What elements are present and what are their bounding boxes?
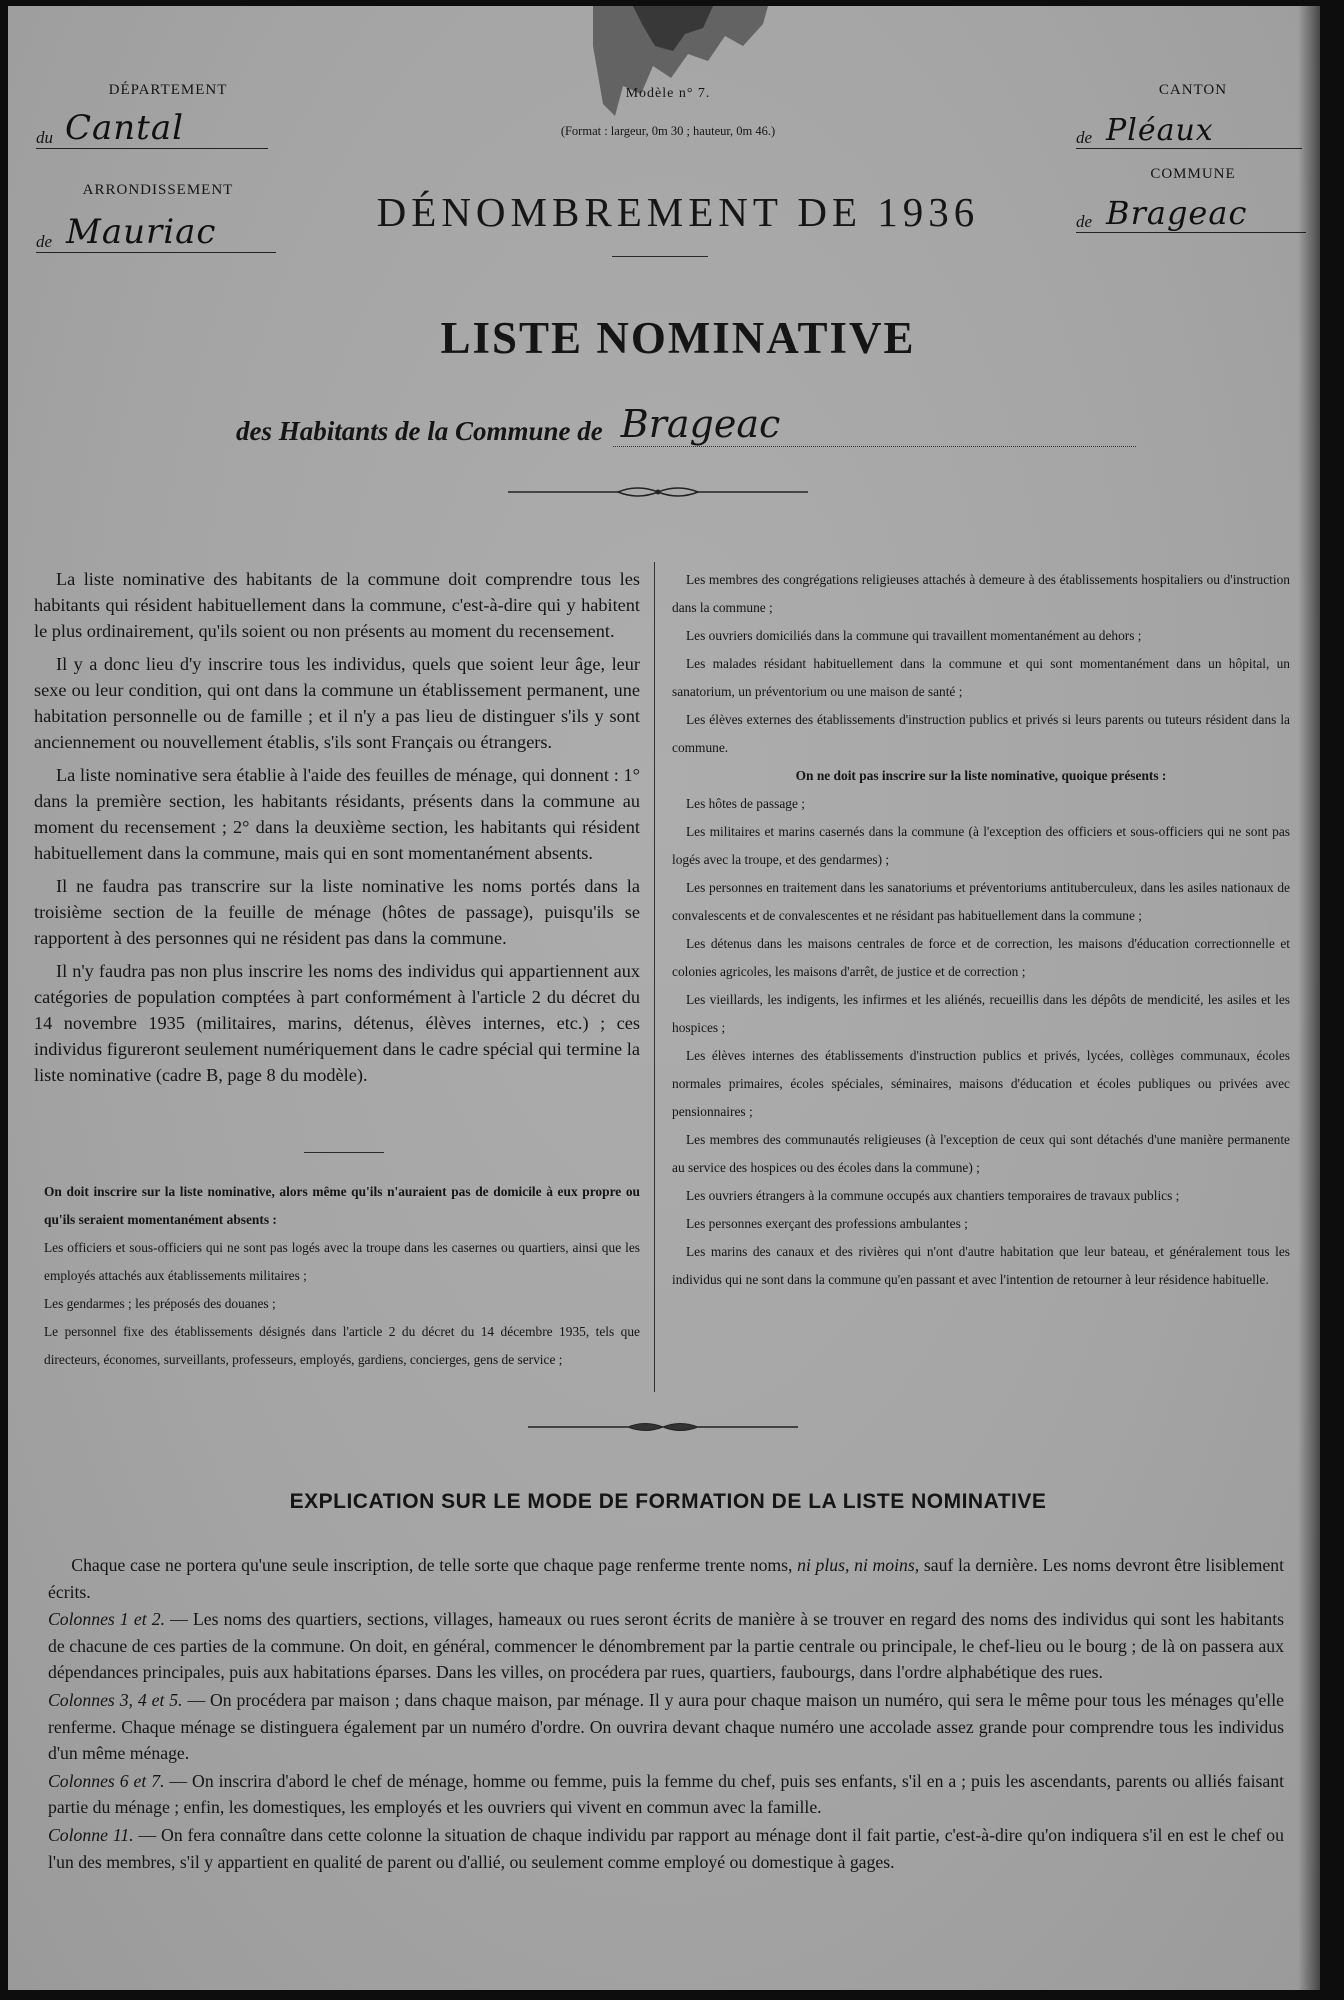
explication-title: EXPLICATION SUR LE MODE DE FORMATION DE LA LISTE NOMINATIVE: [289, 1490, 1047, 1513]
torn-paper-mark: [593, 6, 768, 136]
commune-field: [1076, 186, 1306, 233]
right-item: Les vieillards, les indigents, les infirmes et les aliénés, recueillis dans les dépôts de mendicité, les asiles et les hospices ;: [672, 992, 1290, 1035]
canton-field: [1076, 102, 1302, 149]
column-divider: [654, 562, 655, 1392]
canton-prefix: de: [1076, 128, 1093, 147]
document-page: [8, 6, 1320, 1990]
subtitle-text: des Habitants de la Commune de: [236, 416, 603, 446]
explication-paragraph: [48, 1687, 1284, 1767]
intro-emphasis: ni plus, ni moins,: [797, 1555, 920, 1575]
inscrire-item: Les gendarmes ; les préposés des douanes ;: [44, 1296, 276, 1311]
left-lower-text: [44, 1178, 640, 1374]
left-paragraph: Il ne faudra pas transcrire sur la liste nominative les noms portés dans la troisième section de la feuille de ménage (hôtes de passage), puisqu'ils se rapportent à des personnes qui ne résident pas dans la commune.: [34, 876, 640, 948]
liste-nominative-title: LISTE NOMINATIVE: [440, 313, 916, 363]
column-label: Colonne 11.: [48, 1824, 134, 1845]
arrondissement-label: ARRONDISSEMENT: [82, 182, 234, 198]
explication-paragraph: [48, 1768, 1284, 1821]
inscrire-heading: On doit inscrire sur la liste nominative, alors même qu'ils n'auraient pas de domicile à eux propre ou qu'ils seraient momentanément absents :: [44, 1184, 640, 1227]
canton-value: Pléaux: [1106, 113, 1214, 148]
right-item: Les détenus dans les maisons centrales de force et de correction, les maisons d'éducation correctionnelle et colonies agricoles, les maisons d'arrêt, de justice et de correction ;: [672, 936, 1290, 979]
paragraph-text: — On fera connaître dans cette colonne la situation de chaque individu par rapport au ménage dont il fait partie, c'est-à-dire qu'on indiquera s'il en est le chef ou l'un des membres, s'il y appartient en qualité de parent ou d'allié, ou seulement comme employé ou domestique à gages.: [48, 1824, 1284, 1872]
column-label: Colonnes 6 et 7.: [48, 1770, 165, 1791]
column-label: Colonnes 3, 4 et 5.: [48, 1689, 183, 1710]
explication-text: [48, 1552, 1284, 1876]
page-edge-shadow: [1298, 6, 1320, 1990]
ornament-divider-top: [508, 484, 808, 500]
canton-label: CANTON: [1158, 82, 1228, 98]
left-paragraph: La liste nominative sera établie à l'aide des feuilles de ménage, qui donnent : 1° dans la première section, les habitants résidants, présents dans la commune au moment du recensement ; 2° dans la deuxième section, les habitants qui résident habituellement dans la commune, mais qui en sont momentanément absents.: [34, 765, 640, 863]
document-title: DÉNOMBREMENT DE 1936: [376, 189, 980, 235]
intro-part: sauf la dernière. Les noms devront être lisiblement écrits.: [48, 1555, 1285, 1602]
left-paragraph: Il n'y faudra pas non plus inscrire les noms des individus qui appartiennent aux catégories de population comptées à part conformément à l'article 2 du décret du 14 novembre 1935 (militaires, marins, détenus, élèves internes, etc.) ; ces individus figureront seulement numériquement dans le cadre spécial qui termine la liste nominative (cadre B, page 8 du modèle).: [34, 961, 640, 1085]
format-note: (Format : largeur, 0m 30 ; hauteur, 0m 46.): [560, 124, 776, 138]
arrondissement-prefix: de: [36, 232, 53, 251]
arrondissement-field: [36, 202, 276, 253]
column-label: Colonnes 1 et 2.: [48, 1609, 166, 1630]
right-item: Les marins des canaux et des rivières qui n'ont d'autre habitation que leur bateau, et généralement tous les individus qui ne sont dans la commune qu'en passant et avec l'intention de retourner à leur résidence habituelle.: [672, 1244, 1290, 1287]
right-item: Les élèves internes des établissements d'instruction publics et privés, lycées, collèges communaux, écoles normales primaires, écoles spéciales, séminaires, maisons d'éducation et écoles publiques ou privées avec pensionnaires ;: [672, 1048, 1290, 1119]
paragraph-text: — On procédera par maison ; dans chaque maison, par ménage. Il y aura pour chaque maison un numéro, qui sera le même pour tous les ménages qu'elle renferme. Chaque ménage se distinguera également par un numéro d'ordre. On ouvrira devant chaque numéro une accolade assez grande pour comprendre tous les individus d'un même ménage.: [48, 1689, 1284, 1764]
right-item: Les militaires et marins casernés dans la commune (à l'exception des officiers et sous-officiers qui ne sont pas logés avec la troupe, et des gendarmes) ;: [672, 824, 1290, 867]
modele-number: Modèle n° 7.: [625, 86, 711, 101]
intro-part: Chaque case ne portera qu'une seule inscription, de telle sorte que chaque page renferme trente noms,: [71, 1555, 793, 1575]
ornament-divider-bottom: [528, 1420, 798, 1434]
paragraph-text: — Les noms des quartiers, sections, villages, hameaux ou rues seront écrits de manière à se trouver en regard des noms des individus qui sont les habitants de chacune de ces parties de la commune. On doit, en général, commencer le dénombrement par la partie centrale ou principale, le chef-lieu ou le bourg ; de là on passera aux dépendances principales, puis aux habitations éparses. Dans les villes, on procédera par rues, quartiers, faubourgs, dans l'ordre alphabétique des rues.: [48, 1609, 1284, 1683]
right-item: Les membres des communautés religieuses (à l'exception de ceux qui sont détachés d'une manière permanente au service des hospices ou des écoles dans la commune) ;: [672, 1132, 1290, 1175]
departement-value: Cantal: [65, 108, 184, 148]
paragraph-text: — On inscrira d'abord le chef de ménage, homme ou femme, puis la femme du chef, puis ses enfants, s'il en a ; puis les ascendants, parents ou alliés faisant partie du ménage ; enfin, les domestiques, les employés et les ouvriers qui vivent en commun avec la famille.: [48, 1770, 1284, 1818]
left-paragraph: La liste nominative des habitants de la commune doit comprendre tous les habitants qui résident habituellement dans la commune, c'est-à-dire qui y habitent le plus ordinairement, qu'ils soient ou non présents au moment du recensement.: [34, 569, 640, 641]
right-column-text: [672, 566, 1290, 1294]
explication-paragraph: [48, 1822, 1284, 1875]
arrondissement-value: Mauriac: [66, 212, 217, 252]
left-column-text: [34, 566, 640, 1095]
commune-value: Brageac: [1106, 194, 1248, 232]
left-paragraph: Il y a donc lieu d'y inscrire tous les individus, quels que soient leur âge, leur sexe ou leur condition, qui ont dans la commune un établissement permanent, une habitation personnelle ou de famille ; et il n'y a pas lieu de distinguer s'ils y sont anciennement ou nouvellement établis, s'ils sont Français ou étrangers.: [34, 654, 640, 752]
right-item: Les personnes exerçant des professions ambulantes ;: [686, 1216, 968, 1231]
explication-paragraph: [48, 1606, 1284, 1686]
right-item: Les ouvriers domiciliés dans la commune qui travaillent momentanément au dehors ;: [686, 628, 1142, 643]
departement-prefix: du: [36, 128, 53, 147]
inscrire-item: Le personnel fixe des établissements désignés dans l'article 2 du décret du 14 décembre 1935, tels que directeurs, économes, surveillants, professeurs, employés, gardiens, concierges, gens de service ;: [44, 1324, 640, 1367]
title-rule: [612, 256, 708, 257]
subtitle: [236, 402, 1136, 447]
right-item: Les hôtes de passage ;: [686, 796, 805, 811]
right-item: Les malades résidant habituellement dans la commune et qui sont momentanément dans un hôpital, un sanatorium, un préventorium ou une maison de santé ;: [672, 656, 1290, 699]
right-item: Les membres des congrégations religieuses attachés à demeure à des établissements hospitaliers ou d'instruction dans la commune ;: [672, 572, 1290, 615]
departement-label: DÉPARTEMENT: [108, 82, 228, 98]
subtitle-commune: Brageac: [613, 402, 1136, 447]
commune-label: COMMUNE: [1150, 166, 1236, 182]
inscrire-item: Les officiers et sous-officiers qui ne sont pas logés avec la troupe dans les casernes ou quartiers, ainsi que les employés attachés aux établissements militaires ;: [44, 1240, 640, 1283]
ne-pas-inscrire-heading: On ne doit pas inscrire sur la liste nominative, quoique présents :: [795, 768, 1167, 783]
right-item: Les personnes en traitement dans les sanatoriums et préventoriums antituberculeux, dans les asiles nationaux de convalescents et de convalescentes et ne résidant pas habituellement dans la commune ;: [672, 880, 1290, 923]
commune-prefix: de: [1076, 212, 1093, 231]
left-section-rule: [304, 1152, 384, 1153]
right-item: Les ouvriers étrangers à la commune occupés aux chantiers temporaires de travaux publics ;: [686, 1188, 1180, 1203]
explication-intro: [48, 1552, 1284, 1605]
departement-field: [36, 102, 268, 149]
right-item: Les élèves externes des établissements d'instruction publics et privés si leurs parents ou tuteurs résident dans la commune.: [672, 712, 1290, 755]
